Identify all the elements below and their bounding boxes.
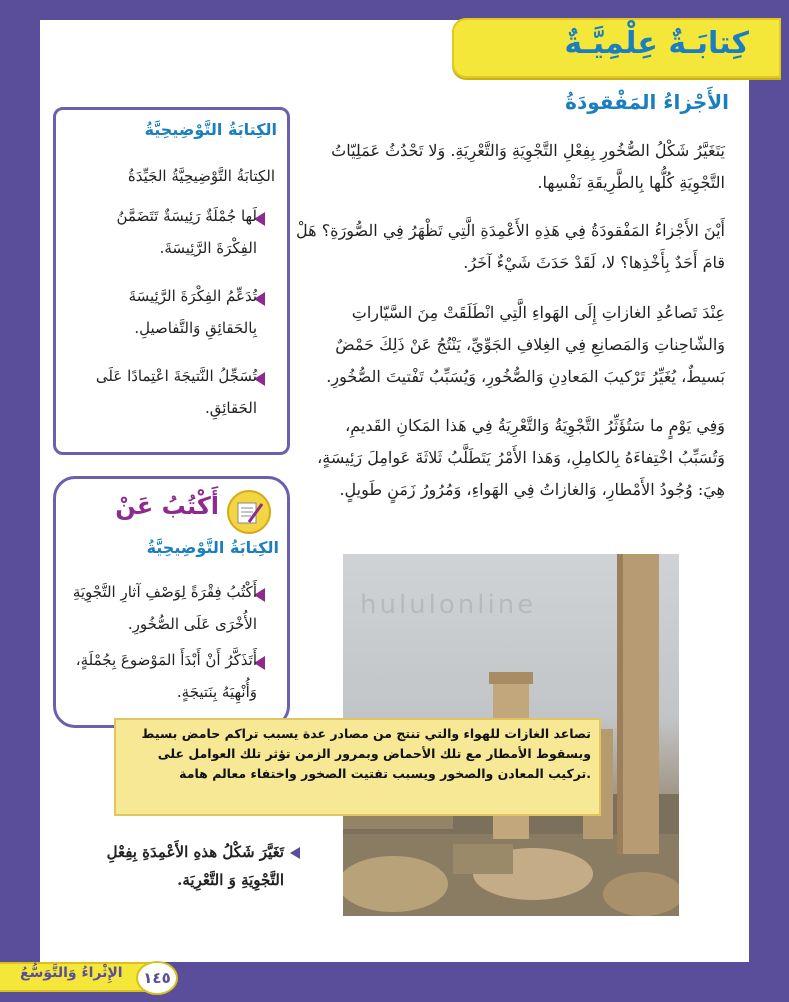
write-item-2 [57, 644, 257, 708]
paragraph-line: وَالشّاحِناتِ وَالمَصانِعِ فِي الغِلافِ الجَوِّيِّ، يَنْتُجُ عَنْ ذَلِكَ حَمْضٌ [335, 335, 725, 354]
box-item-1 [62, 200, 257, 264]
photo-caption [44, 838, 284, 894]
watermark: hululonline [360, 590, 537, 620]
box-item-line: لَها جُمْلَةٌ رَئِيسَةٌ تَتَضَمَّنُ [116, 207, 257, 225]
caption-overlay-box [114, 718, 601, 816]
caption-line: وبسقوط الأمطار مع تلك الأحماض وبمرور الزمن تؤثر تلك العوامل على [157, 746, 591, 761]
section-banner [452, 18, 781, 78]
paragraph-line: هِيَ: وُجُودُ الأَمْطارِ، وَالغازاتُ فِي الهَواءِ، وَمُرُورُ زَمَنٍ طَويلٍ. [339, 480, 725, 499]
paragraph-2 [285, 215, 725, 279]
paragraph-3 [285, 297, 725, 393]
box-subtitle: الكِتابَةُ التَّوْضِيحِيَّةُ الجَيِّدَةُ [127, 167, 275, 185]
triangle-bullet-icon [290, 847, 300, 859]
paragraph-line: وَفِي يَوْمٍ ما سَتُؤَثِّرُ التَّجْوِيَةُ وَالتَّعْرِيَةُ فِي هَذا المَكانِ القَديمِ، [345, 416, 725, 435]
paragraph-line: يَتَغَيَّرُ شَكْلُ الصُّخُورِ بِفِعْلِ التَّجْوِيَةِ وَالتَّعْرِيَةِ. وَلا تَحْدُثُ عَمَلِيّاتُ [331, 141, 725, 160]
box-item-line: الحَقائِقِ. [204, 399, 257, 417]
paragraph-line: قامَ أَحَدٌ بِأَخْذِها؟ لا، لَقَدْ حَدَثَ شَيْءٌ آخَرُ. [463, 253, 725, 272]
caption-line: تصاعد الغازات للهواء والتي تنتج من مصادر عدة يسبب تراكم حامض بسيط [141, 726, 591, 741]
footer-section-label: الإِثْراءُ وَالتَّوَسُّعُ [20, 965, 123, 981]
caption-overlay-text [125, 724, 591, 784]
paragraph-line: وَتُسَبِّبُ اخْتِفاءَهُ بِالكامِلِ، وَهَذا الأَمْرُ يَتَطَلَّبُ ثَلاثَةَ عَوامِلَ رَئِيسَةٍ، [317, 448, 725, 467]
write-item-line: وَأُنْهِيَهُ بِنَتيجَةٍ. [176, 683, 257, 701]
box-item-line: بِالحَقائِقِ وَالتَّفاصيلِ. [134, 319, 257, 337]
paragraph-line: بَسيطٌ، يُغَيِّرُ تَرْكيبَ المَعادِنِ وَالصُّخُورِ، وَيُسَبِّبُ تَفْتيتَ الصُّخُورِ. [326, 367, 725, 386]
write-item-line: أَكْتُبُ فِقْرَةً لِوَصْفِ آثارِ التَّجْوِيَةِ [72, 583, 257, 601]
write-item-line: أَتَذَكَّرُ أَنْ أَبْدَأَ المَوْضوعَ بِجُمْلَةٍ، [75, 651, 257, 669]
paragraph-line: أَيْنَ الأَجْزاءُ المَفْقودَةُ فِي هَذِهِ الأَعْمِدَةِ الَّتِي تَظْهَرُ فِي الصُّورَةِ؟ هَلْ [296, 221, 725, 240]
box-item-3 [62, 360, 257, 424]
page-number: ١٤٥ [136, 961, 178, 995]
paragraph-1 [285, 135, 725, 199]
photo-caption-line: التَّجْوِيَةِ وَ التَّعْرِيَة. [177, 871, 284, 889]
banner-title: كِتابَـةٌ عِلْمِيَّـةٌ [564, 26, 749, 61]
box-title: الكِتابَةُ التَّوْضِيحِيَّةُ [144, 120, 277, 139]
paragraph-line: عِنْدَ تَصاعُدِ الغازاتِ إِلَى الهَواءِ الَّتِي انْطَلَقَتْ مِنَ السَّيّاراتِ [351, 303, 725, 322]
box-item-2 [62, 280, 257, 344]
page-frame-right [749, 0, 789, 1002]
caption-line: .تركيب المعادن والصخور ويسبب تفتيت الصخور واختفاء معالم هامة [179, 766, 591, 781]
box-item-line: تُسَجِّلُ النَّتيجَةَ اعْتِمادًا عَلَى [95, 367, 257, 385]
write-item-1 [57, 576, 257, 640]
paragraph-line: التَّجْوِيَةِ كُلُّها بِالطَّرِيقَةِ نَفْسِها. [537, 173, 725, 192]
box-item-line: الفِكْرَةَ الرَّئِيسَةَ. [159, 239, 257, 257]
write-item-line: الأُخْرَى عَلَى الصُّخُورِ. [127, 615, 257, 633]
pencil-paper-icon [227, 490, 271, 534]
write-about-title: أَكْتُبُ عَنْ [115, 492, 219, 520]
section-heading: الأَجْزاءُ المَفْقودَةُ [565, 90, 729, 114]
page-frame-top [0, 0, 789, 20]
photo-caption-line: تَغَيَّرَ شَكْلُ هذهِ الأَعْمِدَةِ بِفِعْلِ [106, 843, 284, 861]
box-item-line: تُدَعِّمُ الفِكْرَةَ الرَّئِيسَةَ [128, 287, 257, 305]
paragraph-4 [285, 410, 725, 506]
write-about-subtitle: الكِتابَةُ التَّوْضِيحِيَّةُ [146, 538, 279, 557]
page-frame-left [0, 0, 40, 1002]
